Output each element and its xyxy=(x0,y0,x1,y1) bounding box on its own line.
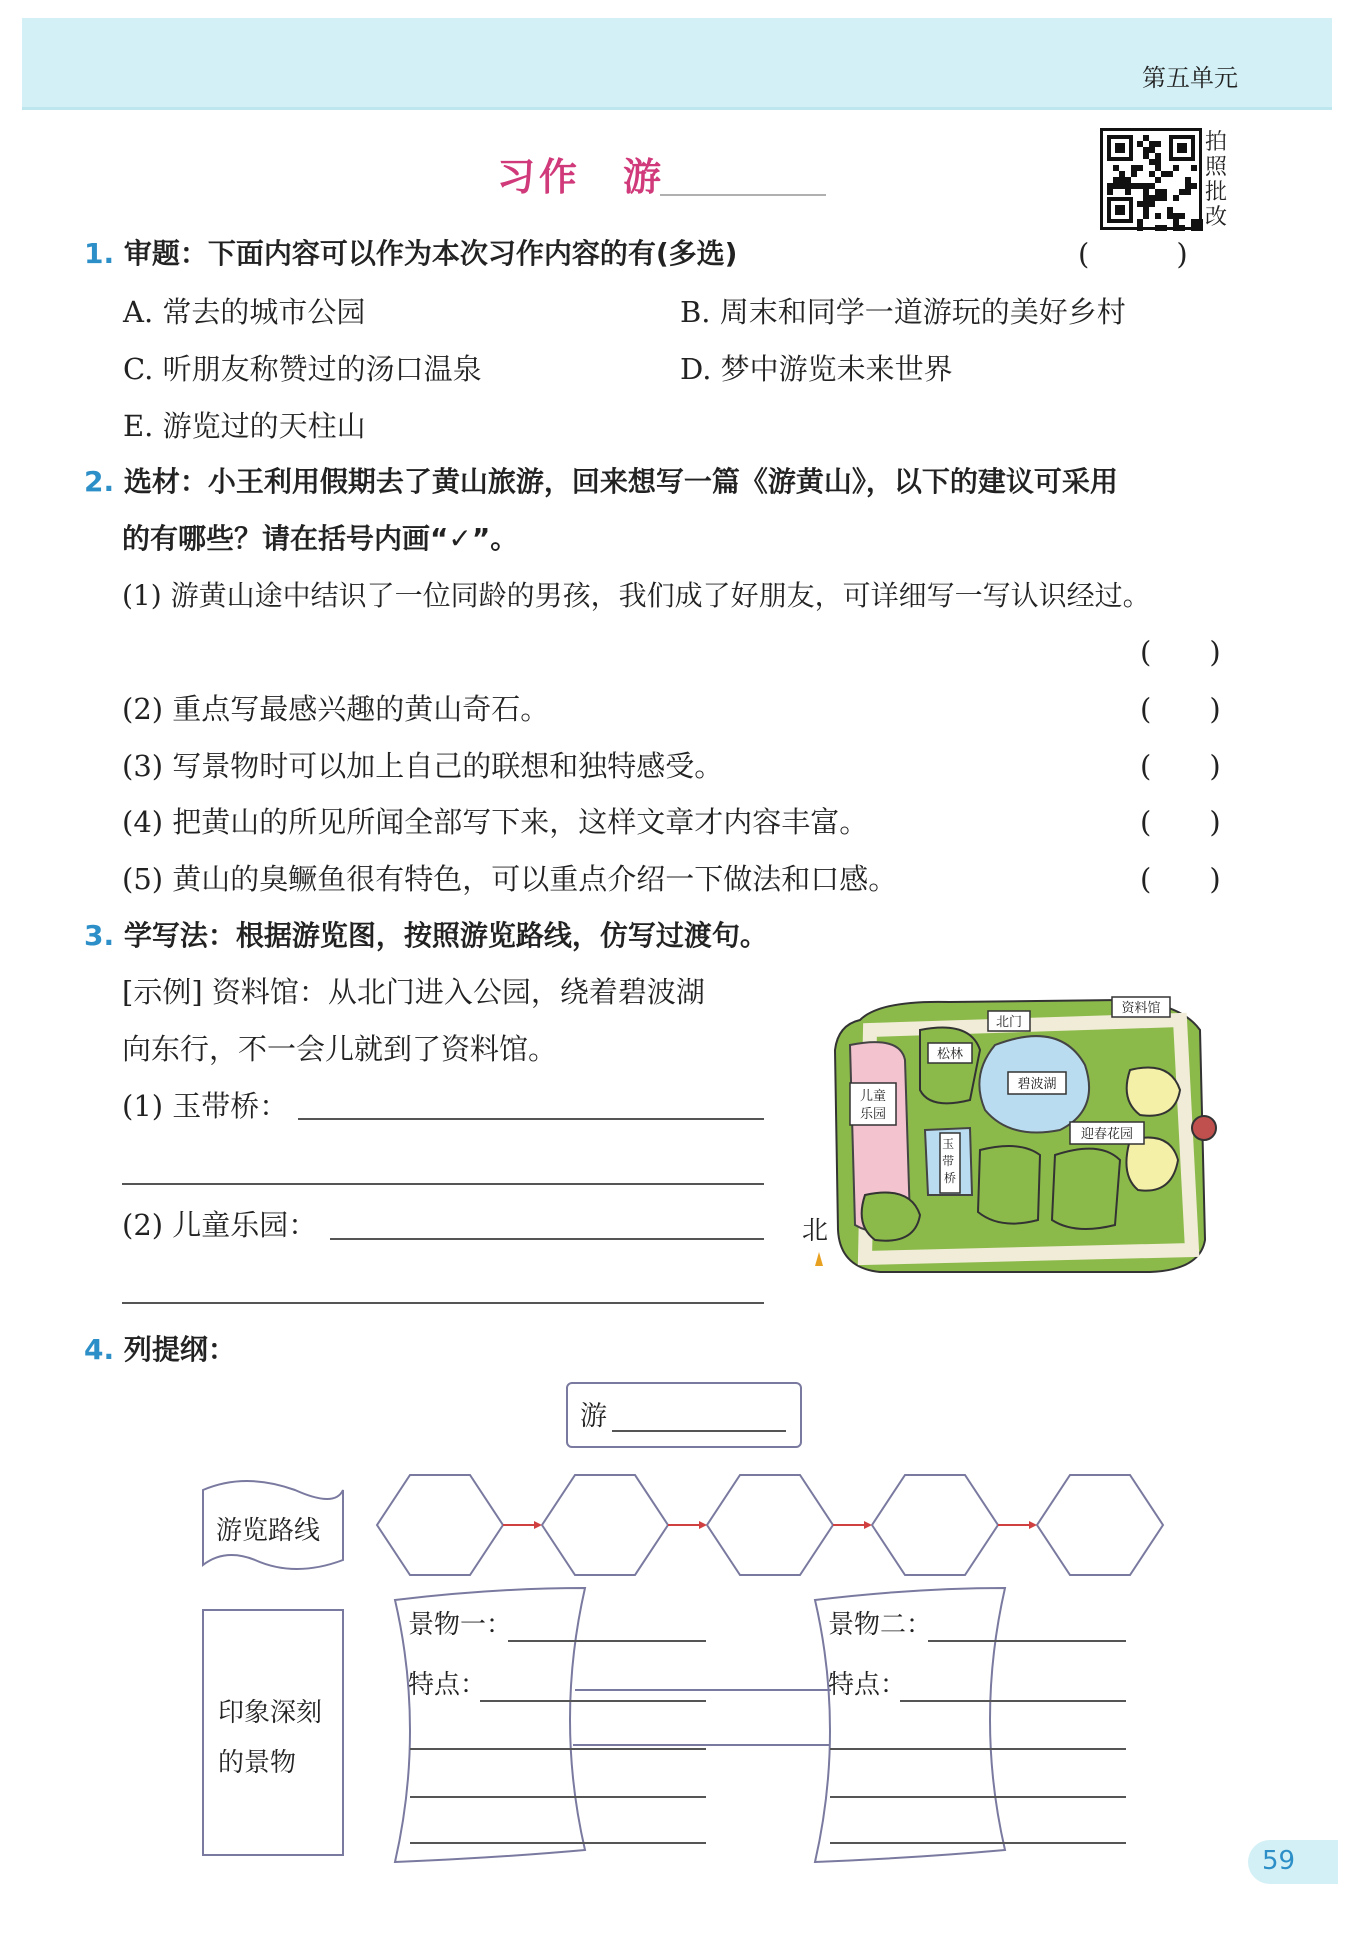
q3-text: 学写法：根据游览图，按照游览路线，仿写过渡句。 xyxy=(123,919,768,952)
qr-code-icon[interactable] xyxy=(1100,128,1202,230)
scene-1-feature-line-3[interactable] xyxy=(410,1796,706,1798)
q1-option-c: C. 听朋友称赞过的汤口温泉 xyxy=(123,352,482,386)
impression-label-line2: 的景物 xyxy=(218,1748,297,1778)
qr-module xyxy=(1149,201,1155,207)
compass-arrow-icon xyxy=(815,1252,823,1266)
q2-item-4: (4) 把黄山的所见所闻全部写下来，这样文章才内容丰富。 xyxy=(122,805,869,839)
route-hexagon-3[interactable] xyxy=(707,1475,833,1575)
q4-heading xyxy=(84,1328,236,1368)
q2-heading xyxy=(84,460,1118,500)
q1-option-b: B. 周末和同学一道游玩的美好乡村 xyxy=(680,295,1126,329)
q1-number: 1. xyxy=(84,237,115,270)
q3-item-2-label: (2) 儿童乐园： xyxy=(122,1208,318,1242)
scene-1-feature-line-4[interactable] xyxy=(410,1842,706,1844)
qr-module xyxy=(1191,183,1197,189)
qr-module xyxy=(1137,225,1143,231)
qr-module xyxy=(1179,225,1185,231)
q3-heading xyxy=(84,914,768,954)
q2-paren-4[interactable]: ( ) xyxy=(1140,805,1221,839)
q3-item-2-answer-line[interactable] xyxy=(330,1238,764,1240)
garden-plot xyxy=(862,1193,920,1241)
header-band xyxy=(22,18,1332,110)
qr-module xyxy=(1197,225,1203,231)
q1-text: 审题：下面内容可以作为本次习作内容的有(多选) xyxy=(123,237,738,270)
route-hexagon-2[interactable] xyxy=(542,1475,668,1575)
q2-item-2: (2) 重点写最感兴趣的黄山奇石。 xyxy=(122,692,550,726)
unit-label: 第五单元 xyxy=(1142,64,1238,92)
q2-item-3: (3) 写景物时可以加上自己的联想和独特感受。 xyxy=(122,749,724,783)
qr-module xyxy=(1155,213,1161,219)
q1-heading xyxy=(84,232,737,272)
q2-text-line1: 选材：小王利用假期去了黄山旅游，回来想写一篇《游黄山》，以下的建议可采用 xyxy=(123,465,1118,498)
q3-item-1-answer-line-2[interactable] xyxy=(122,1183,764,1185)
map-label-archive: 资料馆 xyxy=(1121,1001,1161,1016)
q4-number: 4. xyxy=(84,1333,115,1366)
q2-paren-1[interactable]: ( ) xyxy=(1140,635,1221,669)
scene-1-feature-line-1[interactable] xyxy=(480,1700,706,1702)
scene-1-label: 景物一： xyxy=(408,1610,513,1640)
page-number: 59 xyxy=(1262,1846,1296,1876)
qr-label: 拍照批改 xyxy=(1205,130,1228,230)
route-hexagon-1[interactable] xyxy=(377,1475,503,1575)
park-map xyxy=(820,990,1220,1280)
scene-1-feature-label: 特点： xyxy=(408,1670,487,1700)
scene-2-label: 景物二： xyxy=(828,1610,933,1640)
qr-module xyxy=(1107,189,1113,195)
outline-title-prefix: 游 xyxy=(580,1401,607,1432)
map-label-kids-1: 儿童 xyxy=(859,1089,887,1104)
map-label-garden: 迎春花园 xyxy=(1080,1127,1134,1142)
qr-module xyxy=(1155,141,1161,147)
q1-option-d: D. 梦中游览未来世界 xyxy=(680,352,953,386)
map-label-lake: 碧波湖 xyxy=(1017,1077,1057,1092)
scene-2-feature-line-1[interactable] xyxy=(900,1700,1126,1702)
qr-module xyxy=(1131,171,1137,177)
compass-north-label: 北 xyxy=(802,1216,829,1246)
qr-module xyxy=(1161,225,1167,231)
q2-item-5: (5) 黄山的臭鳜鱼很有特色，可以重点介绍一下做法和口感。 xyxy=(122,862,898,896)
map-label-bridge: 玉 带 桥 xyxy=(942,1137,957,1185)
qr-module xyxy=(1179,213,1185,219)
qr-module xyxy=(1173,165,1179,171)
map-label-kids-2: 乐园 xyxy=(859,1107,887,1122)
impression-label-box xyxy=(203,1610,343,1855)
qr-module xyxy=(1155,177,1161,183)
scene-2-feature-label: 特点： xyxy=(828,1670,907,1700)
q3-item-1-answer-line[interactable] xyxy=(298,1118,764,1120)
q2-text-line2: 的有哪些？请在括号内画“✓”。 xyxy=(122,522,519,555)
scene-2-feature-line-2[interactable] xyxy=(830,1748,1126,1750)
route-arrow-icon xyxy=(864,1521,872,1529)
q3-item-1-label: (1) 玉带桥： xyxy=(122,1089,289,1123)
scene-1-name-line[interactable] xyxy=(508,1640,706,1642)
route-arrow-icon xyxy=(534,1521,542,1529)
q1-option-a: A. 常去的城市公园 xyxy=(123,295,366,329)
q2-number: 2. xyxy=(84,465,115,498)
q3-number: 3. xyxy=(84,919,115,952)
route-hexagon-5[interactable] xyxy=(1037,1475,1163,1575)
route-arrow-icon xyxy=(1029,1521,1037,1529)
qr-finder-center xyxy=(1177,143,1187,153)
route-arrow-icon xyxy=(699,1521,707,1529)
qr-module xyxy=(1161,195,1167,201)
outline-diagram xyxy=(195,1470,1195,1870)
q1-answer-paren[interactable]: ( ) xyxy=(1078,237,1188,271)
qr-module xyxy=(1191,165,1197,171)
garden-plot xyxy=(978,1146,1040,1224)
q3-example-line1: [示例] 资料馆：从北门进入公园，绕着碧波湖 xyxy=(122,975,705,1009)
outline-title-blank[interactable] xyxy=(612,1430,786,1432)
qr-module xyxy=(1185,189,1191,195)
scene-1-feature-line-2[interactable] xyxy=(410,1748,706,1750)
q1-option-e: E. 游览过的天柱山 xyxy=(123,409,366,443)
q3-example-line2: 向东行，不一会儿就到了资料馆。 xyxy=(122,1032,558,1066)
q3-item-2-answer-line-2[interactable] xyxy=(122,1302,764,1304)
qr-finder-center xyxy=(1115,205,1125,215)
qr-module xyxy=(1143,213,1149,219)
q2-paren-3[interactable]: ( ) xyxy=(1140,749,1221,783)
title-blank-line xyxy=(660,194,826,196)
page-title: 习作 游 xyxy=(497,155,666,199)
qr-module xyxy=(1125,189,1131,195)
map-label-north-gate: 北门 xyxy=(995,1015,1023,1030)
pine-forest xyxy=(920,1028,980,1104)
q4-text: 列提纲： xyxy=(123,1333,236,1366)
qr-finder-center xyxy=(1115,143,1125,153)
route-label: 游览路线 xyxy=(216,1516,321,1546)
scene-2-feature-line-4[interactable] xyxy=(830,1842,1126,1844)
impression-label-line1: 印象深刻 xyxy=(218,1698,323,1728)
scene-2-feature-line-3[interactable] xyxy=(830,1796,1126,1798)
qr-module xyxy=(1173,195,1179,201)
scene-2-name-line[interactable] xyxy=(928,1640,1126,1642)
wheel-icon xyxy=(1192,1116,1216,1140)
route-hexagon-4[interactable] xyxy=(872,1475,998,1575)
qr-module xyxy=(1137,165,1143,171)
q2-item-1: (1) 游黄山途中结识了一位同龄的男孩，我们成了好朋友，可详细写一写认识经过。 xyxy=(122,579,1151,612)
q2-paren-2[interactable]: ( ) xyxy=(1140,692,1221,726)
qr-module xyxy=(1167,171,1173,177)
map-label-pine: 松林 xyxy=(936,1047,964,1062)
q2-paren-5[interactable]: ( ) xyxy=(1140,862,1221,896)
garden-plot xyxy=(1052,1149,1120,1229)
